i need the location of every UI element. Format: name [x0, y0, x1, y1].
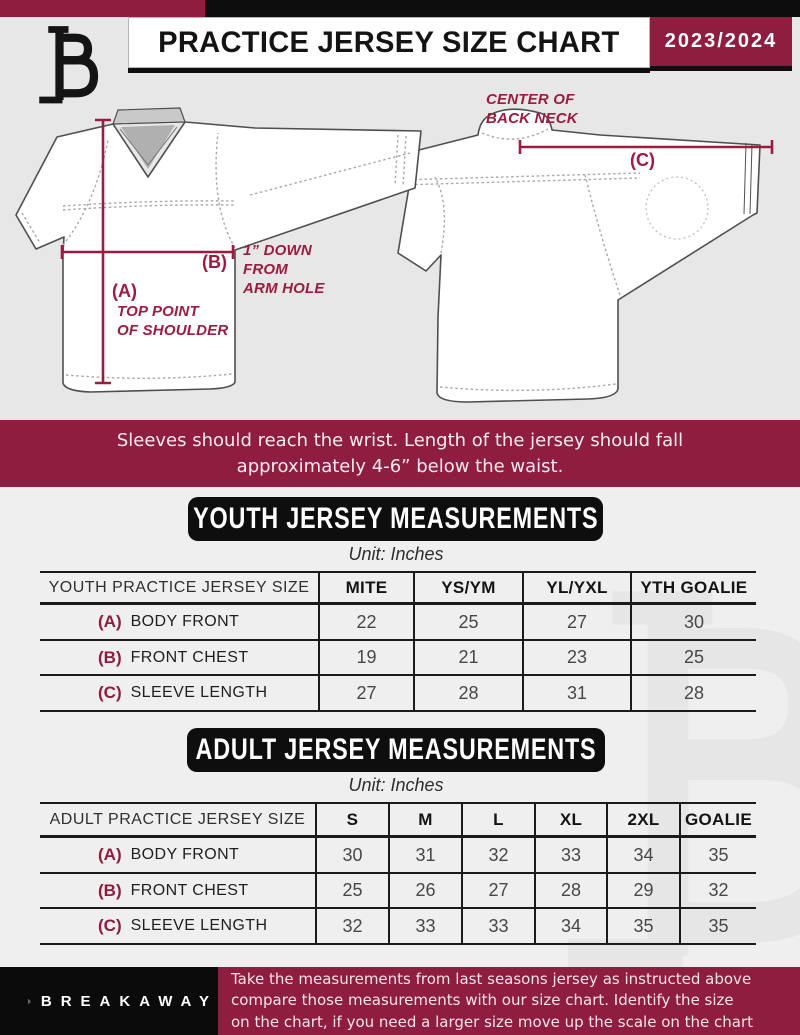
row-label: BODY FRONT — [130, 846, 240, 863]
table-cell: 30 — [315, 838, 388, 874]
table-cell: 33 — [461, 909, 534, 945]
footer-note-line3: on the chart, if you need a larger size move up the scale on the chart — [231, 1012, 754, 1031]
table-cell: 27 — [318, 676, 413, 712]
table-cell: 27 — [522, 605, 630, 641]
table-cell: 33 — [388, 909, 461, 945]
table-cell: 29 — [606, 874, 679, 909]
column-header: XL — [534, 802, 606, 838]
column-header: GOALIE — [679, 802, 756, 838]
row-label: SLEEVE LENGTH — [130, 917, 268, 934]
caption-top-point-shoulder: TOP POINT OF SHOULDER — [117, 303, 229, 339]
table-cell: 31 — [388, 838, 461, 874]
label-a: (A) — [112, 281, 137, 301]
column-header: YTH GOALIE — [630, 571, 756, 605]
table-cell: 22 — [318, 605, 413, 641]
column-header: M — [388, 802, 461, 838]
table-cell: 23 — [522, 641, 630, 676]
adult-unit-label: Unit: Inches — [348, 775, 444, 795]
footer-note-line1: Take the measurements from last seasons jersey as instructed above — [231, 969, 752, 988]
table-cell: 26 — [388, 874, 461, 909]
row-key: (A) — [98, 612, 122, 631]
table-cell: 32 — [679, 874, 756, 909]
youth-size-table — [40, 571, 756, 712]
season-badge — [650, 17, 792, 66]
page-title: PRACTICE JERSEY SIZE CHART — [158, 25, 620, 59]
caption-arm-hole: 1” DOWN FROM ARM HOLE — [243, 242, 325, 297]
row-key: (C) — [98, 683, 122, 702]
caption-center-back-neck: CENTER OF BACK NECK — [486, 91, 578, 127]
table-cell: 31 — [522, 676, 630, 712]
column-header: MITE — [318, 571, 413, 605]
table-cell: 28 — [534, 874, 606, 909]
adult-size-table — [40, 802, 756, 945]
page-title-box — [128, 17, 650, 68]
footer-brand-panel — [0, 967, 218, 1035]
table-cell: 30 — [630, 605, 756, 641]
row-key: (C) — [98, 916, 122, 935]
row-key: (B) — [98, 647, 122, 667]
jersey-front-outline — [16, 108, 421, 392]
top-black-bar — [205, 0, 800, 17]
table-cell: 32 — [315, 909, 388, 945]
table-cell: 32 — [461, 838, 534, 874]
row-label: SLEEVE LENGTH — [130, 684, 268, 701]
label-b: (B) — [202, 252, 227, 272]
table-cell: 34 — [534, 909, 606, 945]
column-header: ADULT PRACTICE JERSEY SIZE — [40, 802, 315, 838]
youth-section-title: YOUTH JERSEY MEASUREMENTS — [192, 502, 599, 535]
table-cell: 28 — [413, 676, 522, 712]
table-cell: 25 — [630, 641, 756, 676]
column-header: S — [315, 802, 388, 838]
table-cell: 35 — [606, 909, 679, 945]
column-header: YL/YXL — [522, 571, 630, 605]
row-label: FRONT CHEST — [130, 881, 249, 899]
top-accent-bar — [0, 0, 205, 17]
jersey-diagram — [0, 85, 800, 420]
jersey-back-outline — [398, 109, 760, 402]
table-cell: 28 — [630, 676, 756, 712]
adult-section-title: ADULT JERSEY MEASUREMENTS — [195, 733, 597, 766]
table-cell: 35 — [679, 838, 756, 874]
column-header: 2XL — [606, 802, 679, 838]
youth-unit-label: Unit: Inches — [348, 544, 444, 564]
breakaway-footer-logo-icon — [27, 983, 31, 1020]
youth-section-header — [188, 497, 603, 541]
table-cell: 25 — [413, 605, 522, 641]
row-key: (A) — [98, 845, 122, 864]
table-cell: 35 — [679, 909, 756, 945]
table-cell: 34 — [606, 838, 679, 874]
table-cell: 19 — [318, 641, 413, 676]
footer-instructions — [218, 967, 800, 1035]
column-header: YOUTH PRACTICE JERSEY SIZE — [40, 571, 318, 605]
footer-note-line2: compare those measurements with our size chart. Identify the size — [231, 991, 734, 1010]
fit-note-banner — [0, 420, 800, 487]
fit-note-line2: approximately 4-6” below the waist. — [236, 456, 564, 477]
fit-note-line1: Sleeves should reach the wrist. Length of the jersey should fall — [116, 430, 684, 451]
column-header: YS/YM — [413, 571, 522, 605]
table-cell: 25 — [315, 874, 388, 909]
season-label: 2023/2024 — [664, 30, 778, 52]
table-cell: 33 — [534, 838, 606, 874]
brand-name: BREAKAWAY — [40, 992, 218, 1010]
table-cell: 21 — [413, 641, 522, 676]
adult-section-header — [187, 728, 605, 772]
label-c: (C) — [630, 150, 655, 170]
row-key: (B) — [98, 880, 122, 900]
row-label: FRONT CHEST — [130, 648, 249, 666]
table-cell: 27 — [461, 874, 534, 909]
column-header: L — [461, 802, 534, 838]
row-label: BODY FRONT — [130, 613, 240, 630]
